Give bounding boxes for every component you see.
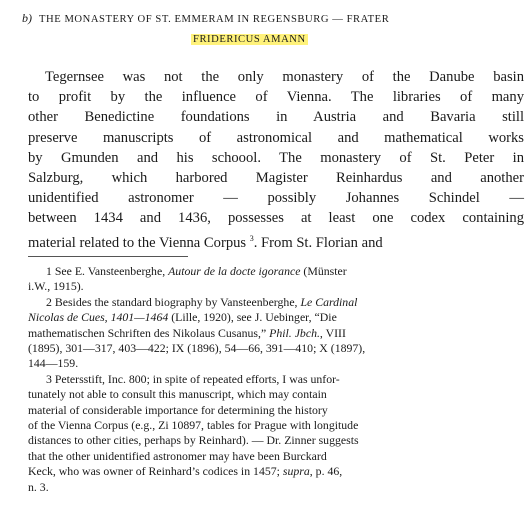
body-line: unidentified astronomer — possibly Johannes Schindel — — [28, 190, 524, 207]
highlighted-name: FRIDERICUS AMANN — [193, 34, 306, 45]
footnote-text: Keck, who was owner of Reinhard’s codices in 1457; — [28, 464, 283, 479]
footnote-text: , VIII — [319, 325, 346, 340]
body-line: preserve manuscripts of astronomical and mathematical works — [28, 129, 524, 146]
section-label: b) — [22, 11, 32, 25]
footnote-1 — [28, 264, 524, 279]
footnote-text: (Münster — [300, 264, 347, 278]
footnote-2-cont: (1895), 301—317, 403—422; IX (1896), 54—66, 391—410; X (1897), — [28, 341, 366, 356]
footnote-text: mathematischen Schriften des Nikolaus Cusanus,” — [28, 325, 270, 340]
footnote-text: 1 See E. Vansteenberghe, — [46, 264, 169, 278]
footnote-3-cont — [28, 464, 524, 479]
footnote-text: (Lille, 1920), see J. Uebinger, “Die — [168, 310, 337, 325]
footnote-title: Le Cardinal — [300, 294, 358, 309]
body-line: to profit by the influence of Vienna. The libraries of many — [28, 89, 524, 106]
body-text: . From St. Florian and — [253, 234, 383, 251]
section-heading — [22, 8, 522, 30]
footnote-text: 2 Besides the standard biography by Vansteenberghe, — [46, 294, 301, 309]
footnote-text: , p. 46, — [309, 464, 343, 479]
body-paragraph — [28, 67, 524, 253]
footnote-3-cont: that the other unidentified astronomer may have been Burckard — [28, 448, 327, 463]
footnote-divider — [28, 256, 188, 257]
footnote-ref: 3 — [249, 233, 254, 243]
footnote-3-cont: tunately not able to consult this manuscript, which may contain — [28, 387, 327, 402]
footnote-2-cont — [28, 310, 524, 325]
footnote-1-cont: i.W., 1915). — [28, 279, 84, 294]
footnote-2-cont: 144—159. — [28, 356, 79, 371]
footnote-3-cont: material of considerable importance for determining the history — [28, 402, 328, 417]
footnote-2 — [28, 295, 524, 310]
footnote-3-cont: n. 3. — [28, 479, 49, 494]
section-title-line2 — [191, 29, 308, 50]
body-line: Tegernsee was not the only monastery of the Danube basin — [45, 69, 524, 85]
footnote-ref-word: supra — [282, 464, 310, 479]
body-line — [28, 229, 524, 253]
footnote-3-cont: distances to other cities, perhaps by Reinhard). — Dr. Zinner suggests — [28, 433, 359, 448]
footnote-3-cont: of the Vienna Corpus (e.g., Zi 10897, tables for Prague with longitude — [28, 418, 359, 433]
footnote-title: Autour de la docte igorance — [168, 264, 301, 278]
footnote-journal: Phil. Jbch. — [269, 325, 320, 340]
footnote-3: 3 Petersstift, Inc. 800; in spite of repeated efforts, I was unfor- — [46, 371, 340, 386]
footnotes — [28, 264, 524, 495]
body-text: material related to the Vienna Corpus — [28, 234, 247, 251]
footnote-title: Nicolas de Cues, 1401—1464 — [28, 310, 169, 325]
body-line: Salzburg, which harbored Magister Reinhardus and another — [28, 170, 524, 187]
body-line: between 1434 and 1436, possesses at least one codex containing — [28, 210, 524, 227]
body-line: by Gmunden and his schoool. The monastery of St. Peter in — [28, 149, 524, 166]
footnote-2-cont — [28, 326, 524, 341]
section-title-line1: THE MONASTERY OF ST. EMMERAM IN REGENSBURG — FRATER — [39, 14, 390, 25]
body-line: other Benedictine foundations in Austria and Bavaria still — [28, 109, 524, 126]
